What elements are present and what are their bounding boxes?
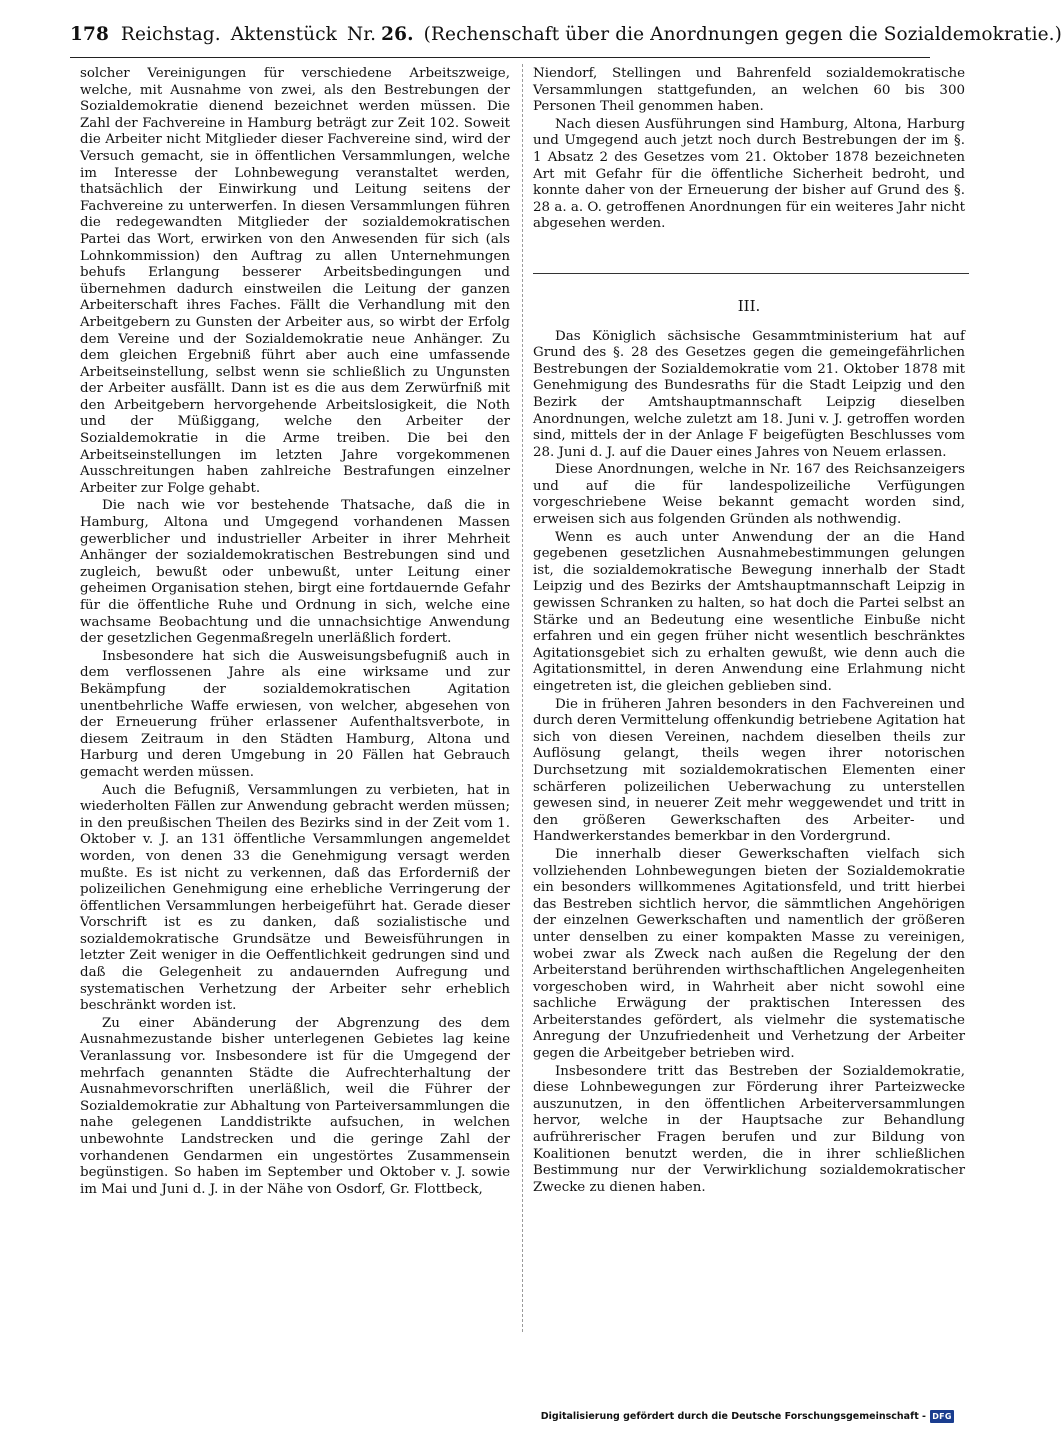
left-paragraph: Zu einer Abänderung der Abgrenzung des dem Ausnahmezustande bisher unterlegenen Gebietes lag keine Veranlassung vor. Insbesondere ist für die Umgegend der mehrfach genannten Städte die Aufrechterhaltung der Ausnahmevorschriften unerläßlich, weil die Führer der Sozialdemokratie zur Abhaltung von Parteiversammlungen die nahe gelegenen Landdistrikte aufsuchen, in welchen unbewohnte Landstrecken und die geringe Zahl der vorhandenen Gendarmen ein ungestörtes Zusammensein begünstigen. So haben im September und Oktober v. J. sowie im Mai und Juni d. J. in der Nähe von Osdorf, Gr. Flottbeck,	[80, 1015, 510, 1197]
left-paragraph: Insbesondere hat sich die Ausweisungsbefugniß auch in dem verflossenen Jahre als eine wirksame und zur Bekämpfung der sozialdemokratischen Agitation unentbehrliche Waffe erwiesen, von welcher, abgesehen von der Erneuerung früher erlassener Aufenthaltsverbote, in diesem Zeitraum in den Städten Hamburg, Altona und Harburg und deren Umgebung in 20 Fällen hat Gebrauch gemacht werden müssen.	[80, 648, 510, 780]
right-paragraph: Diese Anordnungen, welche in Nr. 167 des Reichsanzeigers und auf die für landespolizeiliche Verfügungen vorgeschriebene Weise bekannt gemacht worden sind, erweisen sich aus folgenden Gründen als nothwendig.	[533, 462, 965, 528]
header-institution: Reichstag.	[120, 24, 221, 45]
left-paragraph: Die nach wie vor bestehende Thatsache, daß die in Hamburg, Altona und Umgegend vorhandenen Massen gewerblicher und industrieller Arbeiter in ihrer Mehrheit Anhänger der sozialdemokratischen Bestrebungen sind und zugleich, bewußt oder unbewußt, unter Leitung einer geheimen Organisation stehen, birgt eine fortdauernde Gefahr für die öffentliche Ruhe und Ordnung in sich, welche eine wachsame Beobachtung und die unnachsichtige Anwendung der gesetzlichen Gegenmaßregeln unerläßlich fordert.	[80, 498, 510, 647]
header-doc-number: 26.	[381, 24, 414, 45]
right-paragraph: Niendorf, Stellingen und Bahrenfeld sozialdemokratische Versammlungen stattgefunden, an welchen 60 bis 300 Personen Theil genommen haben.	[533, 66, 965, 115]
page-header	[70, 24, 1062, 54]
digitization-credit	[541, 1406, 954, 1426]
right-paragraph: Nach diesen Ausführungen sind Hamburg, Altona, Harburg und Umgegend auch jetzt noch durch Bestrebungen der im §. 1 Absatz 2 des Gesetzes vom 21. Oktober 1878 bezeichneten Art mit Gefahr für die öffentliche Sicherheit bedroht, und konnte daher von der Erneuerung der bisher auf Grund des §. 28 a. a. O. getroffenen Anordnungen für ein weiteres Jahr nicht abgesehen werden.	[533, 116, 965, 232]
footer-credit-text: Digitalisierung gefördert durch die Deutsche Forschungsgemeinschaft -	[540, 1410, 926, 1422]
right-paragraph: Insbesondere tritt das Bestreben der Sozialdemokratie, diese Lohnbewegungen zur Förderung ihrer Parteizwecke auszunutzen, in den öffentlichen Arbeiterversammlungen hervor, welche in der Hauptsache zur Behandlung aufrührerischer Fragen berufen und zur Bildung von Koalitionen benutzt werden, die in ihrer schließlichen Bestimmung nur der Verwirklichung sozialdemokratischer Zwecke zu dienen haben.	[533, 1063, 965, 1195]
left-paragraph: Auch die Befugniß, Versammlungen zu verbieten, hat in wiederholten Fällen zur Anwendung gebracht werden müssen; in den preußischen Theilen des Bezirks sind in der Zeit vom 1. Oktober v. J. an 131 öffentliche Versammlungen angemeldet worden, von denen 33 die Genehmigung versagt werden mußte. Es ist nicht zu verkennen, daß das Erforderniß der polizeilichen Genehmigung eine erhebliche Verringerung der öffentlichen Versammlungen herbeigeführt hat. Gerade dieser Vorschrift ist es zu danken, daß sozialistische und sozialdemokratische Grundsätze und Beweisführungen in letzter Zeit weniger in die Oeffentlichkeit gedrungen sind und daß die Gelegenheit zu andauernden Aufregung und systematischen Verhetzung der Arbeiter sehr erheblich beschränkt worden ist.	[80, 782, 510, 1014]
right-paragraph: Die innerhalb dieser Gewerkschaften vielfach sich vollziehenden Lohnbewegungen bieten der Sozialdemokratie ein besonders willkommenes Agitationsfeld, und tritt hierbei das Bestreben sichtlich hervor, die sämmtlichen Angehörigen der einzelnen Gewerkschaften und namentlich der größeren unter denselben zu einer kompakten Masse zu vereinigen, wobei zwar als Zweck nach außen die Regelung der den Arbeiterstand berührenden wirthschaftlichen Angelegenheiten vorgeschoben wird, in Wahrheit aber nicht sowohl eine sachliche Erwägung der praktischen Interessen des Arbeiterstandes gefördert, als vielmehr die systematische Anregung der Unzufriedenheit und Verhetzung der Arbeiter gegen die Arbeitgeber betrieben wird.	[533, 846, 965, 1062]
column-divider	[522, 64, 523, 1332]
dfg-logo: DFG	[930, 1410, 954, 1423]
header-doc-label: Aktenstück	[230, 24, 337, 45]
section-separator-rule	[533, 273, 969, 274]
right-paragraph: Die in früheren Jahren besonders in den Fachvereinen und durch deren Vermittelung offenkundig betriebene Agitation hat sich von diesen Vereinen, nachdem dieselben theils zur Auflösung gelangt, theils wegen ihrer notorischen Durchsetzung mit sozialdemokratischen Elementen einer schärferen polizeilichen Ueberwachung zu unterstellen gewesen sind, in neuerer Zeit mehr weggewendet und tritt in den größeren Gewerkschaften des Arbeiter- und Handwerkerstandes bemerkbar in den Vordergrund.	[533, 696, 965, 845]
section-number: III.	[737, 296, 761, 315]
right-column	[533, 66, 965, 1311]
left-column	[80, 66, 510, 1346]
left-paragraph: solcher Vereinigungen für verschiedene Arbeitszweige, welche, mit Ausnahme von zwei, als den Bestrebungen der Sozialdemokratie dienend bezeichnet werden müssen. Die Zahl der Fachvereine in Hamburg beträgt zur Zeit 102. Soweit die Arbeiter nicht Mitglieder dieser Fachvereine sind, wird der Versuch gemacht, sie in öffentlichen Versammlungen, welche im Interesse der Lohnbewegung veranstaltet werden, thatsächlich der Einwirkung und Leitung seitens der Fachvereine zu unterwerfen. In diesen Versammlungen führen die redegewandten Mitglieder der sozialdemokratischen Partei das Wort, erwirken von den Anwesenden für sich (als Lohnkommission) den Auftrag zu allen Unternehmungen behufs Erlangung besserer Arbeitsbedingungen und übernehmen dadurch einstweilen die Leitung der ganzen Arbeiterschaft ihres Faches. Fällt die Verhandlung mit den Arbeitgebern zu Gunsten der Arbeiter aus, so wirbt der Erfolg dem Vereine und der Sozialdemokratie neue Anhänger. Zu dem gleichen Ergebniß führt aber auch eine umfassende Arbeitseinstellung, selbst wenn sie schließlich zu Ungunsten der Arbeiter ausfällt. Dann ist es die aus dem Zerwürfniß mit den Arbeitgebern hervorgehende Arbeitslosigkeit, die Noth und der Müßiggang, welche den Arbeiter der Sozialdemokratie in die Arme treiben. Die bei den Arbeitseinstellungen im letzten Jahre vorgekommenen Ausschreitungen haben zahlreiche Bestrafungen einzelner Arbeiter zur Folge gehabt.	[80, 66, 510, 496]
header-doc-subject: (Rechenschaft über die Anordnungen gegen die Sozialdemokratie.)	[423, 24, 1062, 45]
right-paragraph: Wenn es auch unter Anwendung der an die Hand gegebenen gesetzlichen Ausnahmebestimmungen gelungen ist, die sozialdemokratische Bewegung innerhalb der Stadt Leipzig und des Bezirks der Amtshauptmannschaft Leipzig in gewissen Schranken zu halten, so hat doch die Partei selbst an Stärke und an Bedeutung eine wesentliche Einbuße nicht erfahren und ein gegen früher nicht wesentlich beschränktes Agitationsgebiet sich zu erhalten gewußt, wie denn auch die Agitationsmittel, in deren Anwendung eine Erlahmung nicht eingetreten ist, die gleichen geblieben sind.	[533, 529, 965, 694]
header-rule	[70, 57, 930, 58]
page-number: 178	[70, 24, 109, 45]
header-doc-no-prefix: Nr.	[346, 24, 377, 45]
right-paragraph: Das Königlich sächsische Gesammtministerium hat auf Grund des §. 28 des Gesetzes gegen die gemeingefährlichen Bestrebungen der Sozialdemokratie vom 21. Oktober 1878 mit Genehmigung des Bundesraths für die Stadt Leipzig und den Bezirk der Amtshauptmannschaft Leipzig dieselben Anordnungen, welche zuletzt am 18. Juni v. J. getroffen worden sind, mittels der in der Anlage F beigefügten Beschlusses vom 28. Juni d. J. auf die Dauer eines Jahres von Neuem erlassen.	[533, 328, 965, 460]
